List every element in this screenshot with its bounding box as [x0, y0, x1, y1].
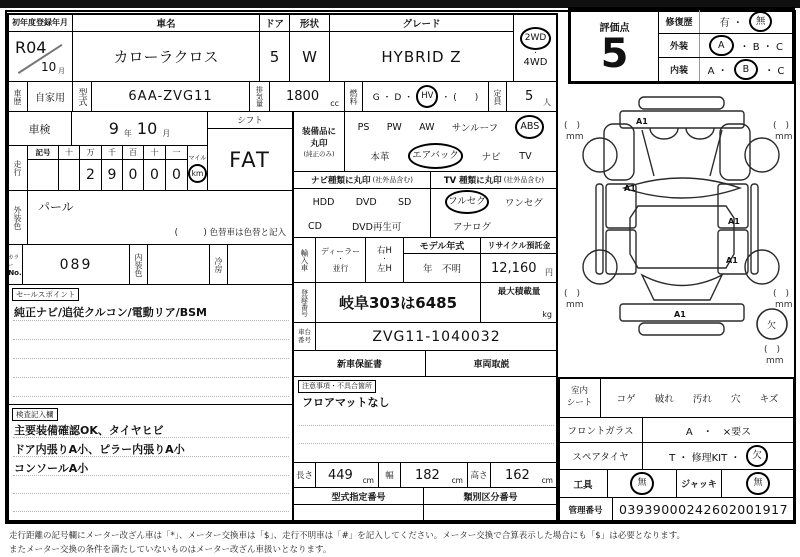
drive-4wd: 4WD	[523, 57, 548, 68]
tool-label: 工具	[558, 469, 608, 498]
guide-line	[299, 425, 554, 426]
caution-text: フロアマットなし	[302, 396, 390, 409]
drive-2wd-circled: 2WD	[520, 27, 552, 50]
reg-month-suffix: 月	[58, 67, 65, 75]
seat-options	[600, 377, 795, 418]
corner-mm: mm	[766, 356, 784, 366]
seat-koge: コゲ	[616, 393, 636, 405]
inspector-notes-box	[7, 404, 293, 522]
rear-right-wheel	[745, 250, 779, 284]
navi-dvd: DVD	[355, 196, 377, 208]
ac-value	[227, 244, 293, 285]
guide-line	[13, 396, 289, 397]
equip-sunroof: サンルーフ	[451, 123, 499, 134]
corner-mm: mm	[775, 132, 793, 142]
mileage-digit-header: 百	[122, 145, 144, 160]
mileage-unit-cell	[187, 145, 208, 191]
mileage-digit-header: 万	[79, 145, 102, 160]
score-label: 評価点	[599, 23, 630, 34]
headlight-right	[686, 128, 714, 139]
sales-point-text: 純正ナビ/追従クルコン/電動リア/BSM	[14, 306, 207, 319]
fuel-value	[362, 81, 489, 112]
damage-code: A1	[624, 184, 636, 193]
mileage-digit-cell: 2	[79, 159, 102, 191]
navi-type-header	[294, 172, 430, 189]
tv-analog: アナログ	[453, 222, 492, 233]
sales-point-tag: セールスポイント	[12, 288, 79, 301]
first-reg-value	[7, 31, 73, 82]
max-load-unit: kg	[542, 310, 552, 319]
equipment-label-3: (純正のみ)	[303, 150, 335, 158]
class-number-value	[423, 504, 558, 522]
equip-airbag-circled: エアバック	[408, 143, 463, 169]
import-parallel: 並行	[332, 263, 349, 273]
damage-code: A1	[726, 256, 738, 265]
shaken-value	[71, 111, 208, 146]
equip-navi: ナビ	[481, 152, 501, 163]
seat-label-2: シート	[566, 397, 593, 408]
navi-dvd-play: DVD再生可	[351, 222, 402, 233]
guide-line	[299, 443, 554, 444]
mileage-digit-cell: 9	[101, 159, 123, 191]
recycle-header: リサイクル預託金	[480, 237, 558, 254]
corner-paren: ( )	[773, 289, 790, 299]
corner-paren: ( )	[764, 345, 781, 355]
color-no-value: 089	[22, 244, 130, 285]
rear-left-wheel	[583, 250, 617, 284]
equip-pw: PW	[386, 121, 402, 133]
height-number: 162	[505, 468, 530, 483]
tv-type-box	[430, 171, 558, 238]
max-load-cell	[480, 282, 558, 323]
seat-kizu: キズ	[759, 393, 779, 405]
height-value	[490, 462, 558, 488]
type-number-header: 型式指定番号	[293, 487, 424, 505]
int-color-label: 内装色	[129, 244, 148, 285]
right-sill	[751, 184, 758, 274]
equipment-label-2: 丸印	[310, 139, 328, 149]
history-label: 車歴	[7, 81, 28, 112]
navi-header-small: (社外品含む)	[372, 176, 413, 184]
seat-label-1: 室内	[570, 386, 588, 397]
import-sep: ・	[337, 256, 344, 264]
navi-sd: SD	[397, 196, 412, 208]
mileage-digit-header: 千	[101, 145, 123, 160]
import-dealer: ディーラー	[320, 246, 361, 256]
model-year-header: モデル年式	[403, 237, 481, 254]
guide-line	[13, 511, 289, 512]
equip-abs-circled: ABS	[515, 115, 544, 139]
mileage-digit-cell: 0	[165, 159, 188, 191]
sales-point-box	[7, 284, 293, 405]
chassis-value: ZVG11-1040032	[315, 322, 558, 351]
equip-aw: AW	[419, 121, 435, 133]
exterior-row	[659, 34, 792, 58]
recycle-amount: 12,160	[491, 261, 537, 276]
length-label: 長さ	[293, 462, 316, 488]
guide-line	[13, 493, 289, 494]
capacity-label: 定員	[488, 81, 507, 112]
damage-code: A1	[674, 310, 686, 319]
equipment-options	[344, 111, 558, 172]
registration-label: 登録番号	[293, 282, 316, 323]
first-reg-header: 初年度登録年月	[7, 13, 73, 32]
height-unit: cm	[541, 476, 553, 485]
equip-ps: PS	[357, 121, 370, 133]
width-label: 幅	[378, 462, 401, 488]
equipment-label	[293, 111, 345, 172]
width-unit: cm	[451, 476, 463, 485]
glass-label: フロントガラス	[558, 417, 643, 443]
mileage-digit-header: 十	[58, 145, 80, 160]
ext-color-cell	[27, 190, 293, 245]
import-dealer-cell	[315, 237, 366, 283]
note-line: コンソールA小	[14, 462, 89, 475]
seat-yogore: 汚れ	[692, 393, 712, 405]
glass-value: A ・ ×要ス	[642, 417, 795, 443]
warranty-cell: 新車保証書	[293, 350, 426, 377]
manual-cell: 車両取説	[425, 350, 558, 377]
mileage-digit-cell	[58, 159, 80, 191]
fuel-suffix: ・ ( )	[441, 93, 479, 103]
mgmt-number-label: 管理番号	[558, 497, 613, 522]
exterior-a-circled: A	[709, 35, 734, 57]
height-label: 高さ	[467, 462, 491, 488]
left-front-fender	[604, 124, 634, 180]
max-load-label: 最大積載量	[497, 286, 541, 297]
tv-oneseg: ワンセグ	[504, 198, 543, 209]
door-header: ドア	[259, 13, 290, 32]
drive-type-cell	[513, 13, 558, 82]
guide-line	[13, 320, 289, 321]
fuel-prefix: G ・ D ・	[372, 93, 414, 103]
registration-value: 岐阜303は6485	[315, 282, 481, 323]
model-year-value: 年 不明	[403, 253, 481, 283]
note-line: 主要装備確認OK、タイヤヒビ	[14, 424, 164, 437]
exterior-label: 外装	[659, 34, 700, 57]
grade-value: HYBRID Z	[329, 31, 514, 82]
corner-mm: mm	[775, 300, 793, 310]
corner-mm: mm	[566, 300, 584, 310]
guide-line	[13, 456, 289, 457]
shaken-year: 9	[108, 119, 119, 138]
mileage-sign-cell	[27, 159, 59, 191]
drive-sep: ・	[532, 50, 539, 57]
equip-tv: TV	[519, 150, 532, 162]
navi-header: ナビ種類に丸印	[311, 176, 371, 186]
left-sill	[596, 184, 603, 274]
rear-bumper-bottom	[639, 323, 724, 335]
jack-none-circled: 無	[746, 472, 769, 495]
equipment-label-1: 装備品に	[301, 127, 336, 137]
ext-color-note: ( ) 色替車は色替と記入	[174, 228, 286, 238]
jack-label: ジャッキ	[676, 469, 722, 498]
length-unit: cm	[362, 476, 374, 485]
capacity-value	[506, 81, 558, 112]
capacity-number: 5	[525, 89, 534, 104]
interior-prefix: A ・	[707, 66, 728, 77]
ac-label: 冷房	[209, 244, 228, 285]
footer-note-2: またメーター交換の条件を満たしていないものはメーター改ざん車扱いとなります。	[9, 545, 332, 555]
fuel-label: 燃料	[344, 81, 363, 112]
km-circled: km	[188, 164, 208, 184]
displacement-value	[269, 81, 345, 112]
displacement-number: 1800	[286, 89, 320, 104]
interior-b-circled: B	[734, 59, 759, 81]
interior-label: 内装	[659, 58, 700, 81]
shape-header: 形状	[289, 13, 330, 32]
guide-line	[13, 339, 289, 340]
import-lh: 左H	[377, 263, 392, 274]
seat-label	[558, 377, 601, 418]
car-name-header: 車名	[72, 13, 260, 32]
repair-label: 修復歴	[659, 10, 700, 33]
color-no-label	[7, 244, 23, 285]
guide-line	[13, 475, 289, 476]
note-line: ドア内張りA小、ピラー内張りA小	[14, 443, 185, 456]
reg-month: 10	[41, 60, 57, 74]
mile-label: マイル	[188, 154, 207, 162]
car-name-value: カローラクロス	[72, 31, 260, 82]
width-value	[400, 462, 468, 488]
navi-cd: CD	[308, 220, 322, 232]
class-number-header: 類別区分番号	[423, 487, 558, 505]
mileage-digit-header: 一	[165, 145, 188, 160]
import-sep: ・	[381, 256, 388, 264]
jack-value	[721, 469, 795, 498]
import-label: 輸入車	[293, 237, 316, 283]
tv-fullseg-circled: フルセグ	[445, 190, 489, 214]
import-rh: 右H	[377, 246, 392, 257]
spare-tire-value	[642, 442, 795, 470]
corner-paren: ( )	[773, 121, 790, 131]
chassis-label-2: 番号	[298, 335, 311, 344]
spare-tire-label: スペアタイヤ	[558, 442, 643, 470]
fuel-hv-circled: HV	[416, 85, 438, 108]
spare-prefix: T ・ 修理KIT ・	[669, 452, 741, 464]
windshield-lens	[624, 178, 740, 198]
width-number: 182	[415, 468, 440, 483]
mgmt-number-value: 03939000242602001917	[612, 497, 795, 522]
mileage-digit-cell: 0	[122, 159, 144, 191]
length-value	[315, 462, 379, 488]
car-damage-diagram	[558, 84, 796, 375]
score-cell	[571, 10, 659, 81]
tool-value	[607, 469, 677, 498]
grade-header: グレード	[329, 13, 514, 32]
score-value: 5	[600, 31, 629, 77]
repair-no-circled: 無	[749, 11, 773, 33]
damage-code: A1	[636, 117, 648, 126]
rear-window	[642, 275, 722, 300]
shift-cell	[207, 111, 293, 191]
color-label-1: カラー	[8, 254, 20, 269]
caution-box	[293, 376, 558, 463]
shift-value: FAT	[229, 148, 271, 172]
recycle-value	[480, 253, 558, 283]
history-value: 自家用	[27, 81, 73, 112]
displacement-label: 排気量	[249, 81, 270, 112]
shift-label: シフト	[208, 112, 292, 129]
chassis-label-1: 車台	[298, 328, 311, 337]
ext-color-label: 外装色	[7, 190, 28, 245]
navi-type-box	[293, 171, 431, 238]
guide-line	[13, 358, 289, 359]
interior-suffix: ・ C	[764, 66, 785, 77]
shape-value: W	[289, 31, 330, 82]
capacity-unit: 人	[543, 98, 551, 107]
ext-color-value: パール	[38, 200, 74, 214]
evaluation-box	[568, 7, 795, 84]
guide-line	[13, 377, 289, 378]
door-value: 5	[259, 31, 290, 82]
mileage-label: 走行	[7, 145, 28, 191]
shaken-label: 車検	[7, 111, 72, 146]
model-code-value: 6AA-ZVG11	[91, 81, 250, 112]
interior-row	[659, 58, 792, 81]
mileage-digit-header: 十	[143, 145, 166, 160]
inspector-notes-tag: 検査記入欄	[12, 408, 58, 421]
repair-row	[659, 10, 792, 34]
displacement-unit: cc	[330, 99, 339, 108]
tv-type-header	[431, 172, 557, 189]
shaken-month: 10	[136, 119, 158, 138]
shaken-month-suffix: 月	[162, 129, 171, 138]
a-pillars	[642, 130, 722, 176]
import-handle-cell	[365, 237, 404, 283]
caution-tag: 注意事項・不具合箇所	[298, 380, 376, 393]
front-left-wheel	[583, 138, 617, 172]
tool-none-circled: 無	[630, 472, 653, 495]
length-number: 449	[328, 468, 353, 483]
repair-prefix: 有 ・	[719, 18, 743, 29]
seat-ana: 穴	[730, 393, 741, 405]
shaken-year-suffix: 年	[123, 129, 132, 138]
color-label-2: No.	[8, 268, 22, 277]
recycle-unit: 円	[545, 268, 553, 277]
headlight-left	[650, 128, 678, 139]
mileage-sign-header: 記号	[27, 145, 59, 160]
footer-note-1: 走行距離の記号欄にメーター改ざん車は「*」、メーター交換車は「$」、走行不明車は「#」を記入してください。メーター交換で合算表示した場合にも「$」は必要となります。	[9, 531, 686, 541]
damage-code: A1	[728, 217, 740, 226]
type-number-value	[293, 504, 424, 522]
corner-paren: ( )	[564, 121, 581, 131]
chassis-label	[293, 322, 316, 351]
exterior-suffix: ・ B ・ C	[739, 42, 783, 53]
front-bumper-top	[639, 97, 724, 109]
mileage-digit-cell: 0	[143, 159, 166, 191]
equip-leather: 本革	[370, 152, 390, 163]
tv-header: TV 種類に丸印	[443, 176, 502, 186]
navi-hdd: HDD	[312, 196, 335, 208]
corner-paren: ( )	[564, 289, 581, 299]
spare-missing-circled: 欠	[746, 445, 768, 467]
seat-yabure: 破れ	[654, 393, 674, 405]
model-code-label: 型式	[72, 81, 92, 112]
left-rear-door	[606, 230, 636, 274]
reg-era: R04	[15, 38, 47, 57]
guide-line	[13, 437, 289, 438]
int-color-value	[147, 244, 210, 285]
tv-header-small: (社外品含む)	[503, 176, 545, 184]
corner-mm: mm	[566, 132, 584, 142]
missing-mark-text: 欠	[767, 321, 777, 331]
